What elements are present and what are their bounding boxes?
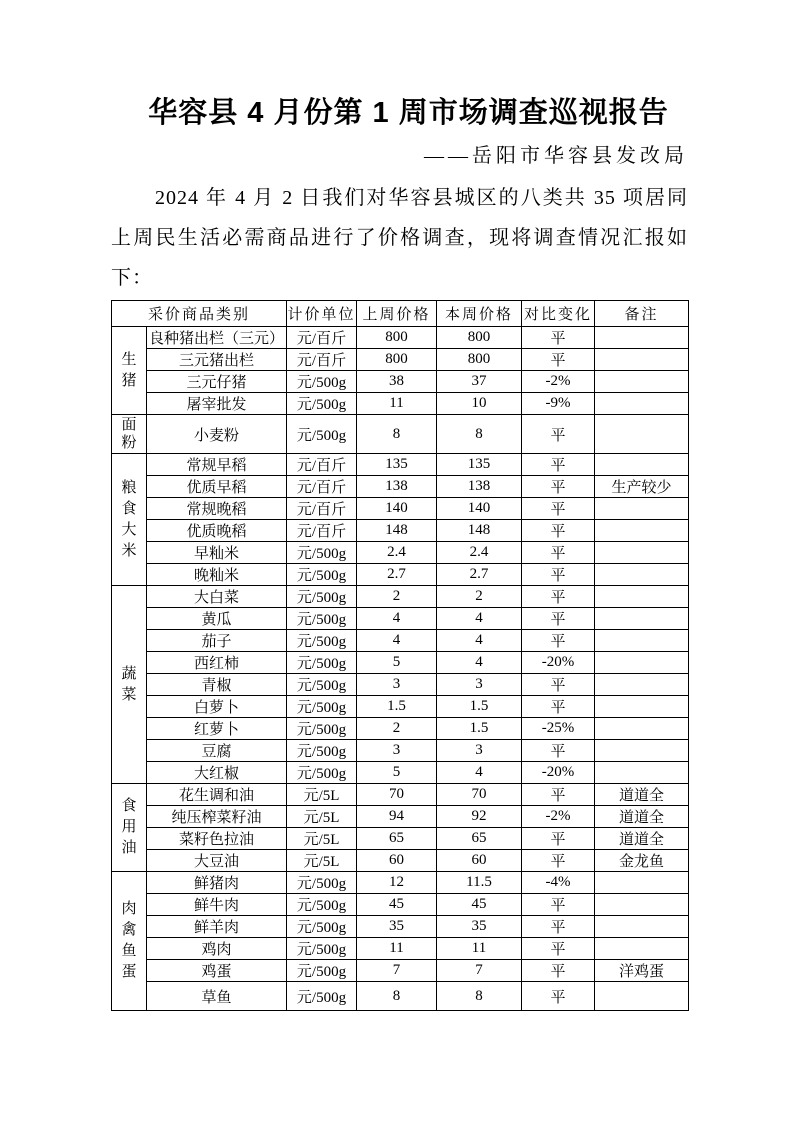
change-cell: -4% [522,872,595,894]
category-group [112,327,689,415]
unit-cell: 元/500g [287,696,357,718]
change-cell: -25% [522,718,595,740]
product-name-cell: 三元猪出栏 [147,349,287,371]
product-name-cell: 白萝卜 [147,696,287,718]
unit-cell: 元/百斤 [287,498,357,520]
last-week-price-cell: 135 [357,454,437,476]
category-cell [112,586,147,784]
change-cell: -2% [522,371,595,393]
last-week-price-cell: 65 [357,828,437,850]
note-cell [595,327,689,349]
product-name-cell: 菜籽色拉油 [147,828,287,850]
note-cell [595,564,689,586]
note-cell [595,872,689,894]
this-week-price-cell: 135 [437,454,522,476]
unit-cell: 元/百斤 [287,454,357,476]
product-name-cell: 鲜牛肉 [147,894,287,916]
table-row [112,718,689,740]
unit-cell: 元/500g [287,586,357,608]
note-cell [595,894,689,916]
note-cell [595,762,689,784]
table-row [112,740,689,762]
change-cell: 平 [522,828,595,850]
table-row [112,894,689,916]
note-cell: 道道全 [595,784,689,806]
last-week-price-cell: 2 [357,586,437,608]
table-row [112,784,689,806]
this-week-price-cell: 800 [437,327,522,349]
category-group [112,415,689,454]
paragraph-line: 上周民生活必需商品进行了价格调查，现将调查情况汇报如 [111,227,688,249]
last-week-price-cell: 2.4 [357,542,437,564]
note-cell: 生产较少 [595,476,689,498]
product-name-cell: 鸡蛋 [147,960,287,982]
this-week-price-cell: 65 [437,828,522,850]
table-row [112,982,689,1011]
change-cell: 平 [522,564,595,586]
note-cell [595,454,689,476]
paragraph-line: 2024 年 4 月 2 日我们对华容县城区的八类共 35 项居同 [155,187,688,209]
table-row [112,828,689,850]
byline: ——岳阳市华容县发改局 [424,145,688,167]
category-label: 肉禽鱼蛋 [121,901,137,980]
change-cell: 平 [522,674,595,696]
change-cell: 平 [522,784,595,806]
category-label: 蔬菜 [121,665,137,703]
last-week-price-cell: 4 [357,608,437,630]
unit-cell: 元/500g [287,564,357,586]
unit-cell: 元/500g [287,542,357,564]
unit-cell: 元/5L [287,806,357,828]
product-name-cell: 常规晚稻 [147,498,287,520]
unit-cell: 元/500g [287,674,357,696]
change-cell: 平 [522,982,595,1011]
unit-cell: 元/500g [287,740,357,762]
product-name-cell: 青椒 [147,674,287,696]
unit-cell: 元/500g [287,415,357,454]
this-week-price-cell: 70 [437,784,522,806]
this-week-price-cell: 2.4 [437,542,522,564]
this-week-price-cell: 3 [437,740,522,762]
note-cell [595,740,689,762]
column-header-4: 对比变化 [522,301,595,327]
last-week-price-cell: 138 [357,476,437,498]
unit-cell: 元/百斤 [287,327,357,349]
product-name-cell: 早籼米 [147,542,287,564]
note-cell [595,630,689,652]
unit-cell: 元/500g [287,872,357,894]
product-name-cell: 晚籼米 [147,564,287,586]
note-cell: 洋鸡蛋 [595,960,689,982]
this-week-price-cell: 8 [437,982,522,1011]
table-row [112,850,689,872]
note-cell: 道道全 [595,828,689,850]
paragraph-line: 下： [111,267,153,289]
change-cell: 平 [522,916,595,938]
last-week-price-cell: 4 [357,630,437,652]
change-cell: 平 [522,696,595,718]
product-name-cell: 优质早稻 [147,476,287,498]
change-cell: -20% [522,762,595,784]
unit-cell: 元/百斤 [287,476,357,498]
product-name-cell: 屠宰批发 [147,393,287,415]
this-week-price-cell: 45 [437,894,522,916]
last-week-price-cell: 5 [357,762,437,784]
this-week-price-cell: 1.5 [437,696,522,718]
product-name-cell: 花生调和油 [147,784,287,806]
table-row [112,476,689,498]
product-name-cell: 红萝卜 [147,718,287,740]
change-cell: 平 [522,938,595,960]
unit-cell: 元/500g [287,916,357,938]
change-cell: -2% [522,806,595,828]
note-cell [595,586,689,608]
last-week-price-cell: 8 [357,415,437,454]
intro-paragraph [111,178,688,298]
category-cell [112,872,147,1011]
table-row [112,652,689,674]
table-row [112,630,689,652]
last-week-price-cell: 45 [357,894,437,916]
column-header-2: 上周价格 [357,301,437,327]
this-week-price-cell: 7 [437,960,522,982]
table-row [112,872,689,894]
table-row [112,916,689,938]
this-week-price-cell: 148 [437,520,522,542]
this-week-price-cell: 138 [437,476,522,498]
unit-cell: 元/500g [287,371,357,393]
change-cell: 平 [522,520,595,542]
last-week-price-cell: 5 [357,652,437,674]
product-name-cell: 常规早稻 [147,454,287,476]
product-name-cell: 大红椒 [147,762,287,784]
unit-cell: 元/500g [287,982,357,1011]
note-cell [595,415,689,454]
note-cell [595,608,689,630]
table-row [112,415,689,454]
page-title: 华容县 4 月份第 1 周市场调查巡视报告 [148,97,669,129]
last-week-price-cell: 11 [357,938,437,960]
note-cell [595,938,689,960]
note-cell [595,393,689,415]
this-week-price-cell: 60 [437,850,522,872]
column-header-1: 计价单位 [287,301,357,327]
this-week-price-cell: 4 [437,652,522,674]
last-week-price-cell: 148 [357,520,437,542]
note-cell [595,718,689,740]
product-name-cell: 大豆油 [147,850,287,872]
change-cell: 平 [522,327,595,349]
unit-cell: 元/百斤 [287,349,357,371]
product-name-cell: 纯压榨菜籽油 [147,806,287,828]
this-week-price-cell: 800 [437,349,522,371]
product-name-cell: 鲜猪肉 [147,872,287,894]
note-cell [595,498,689,520]
last-week-price-cell: 12 [357,872,437,894]
table-row [112,762,689,784]
table-row [112,454,689,476]
this-week-price-cell: 4 [437,608,522,630]
product-name-cell: 鸡肉 [147,938,287,960]
note-cell [595,916,689,938]
unit-cell: 元/500g [287,630,357,652]
last-week-price-cell: 11 [357,393,437,415]
category-label: 生猪 [121,351,137,389]
note-cell: 道道全 [595,806,689,828]
change-cell: 平 [522,476,595,498]
category-cell [112,327,147,415]
this-week-price-cell: 3 [437,674,522,696]
change-cell: 平 [522,415,595,454]
unit-cell: 元/500g [287,938,357,960]
category-group [112,784,689,872]
unit-cell: 元/5L [287,828,357,850]
product-name-cell: 草鱼 [147,982,287,1011]
category-label: 食用油 [121,798,137,856]
unit-cell: 元/百斤 [287,520,357,542]
last-week-price-cell: 3 [357,740,437,762]
change-cell: 平 [522,349,595,371]
category-label: 粮食大米 [121,479,137,559]
table-row [112,349,689,371]
last-week-price-cell: 3 [357,674,437,696]
unit-cell: 元/500g [287,608,357,630]
last-week-price-cell: 800 [357,327,437,349]
product-name-cell: 鲜羊肉 [147,916,287,938]
product-name-cell: 黄瓜 [147,608,287,630]
last-week-price-cell: 70 [357,784,437,806]
unit-cell: 元/5L [287,784,357,806]
change-cell: 平 [522,630,595,652]
last-week-price-cell: 7 [357,960,437,982]
note-cell [595,696,689,718]
unit-cell: 元/500g [287,652,357,674]
note-cell [595,674,689,696]
product-name-cell: 豆腐 [147,740,287,762]
this-week-price-cell: 35 [437,916,522,938]
last-week-price-cell: 1.5 [357,696,437,718]
category-cell [112,454,147,586]
last-week-price-cell: 2 [357,718,437,740]
last-week-price-cell: 94 [357,806,437,828]
table-row [112,498,689,520]
table-row [112,608,689,630]
category-group [112,454,689,586]
table-row [112,327,689,349]
change-cell: 平 [522,608,595,630]
note-cell [595,349,689,371]
header-row [112,301,689,327]
column-header-5: 备注 [595,301,689,327]
last-week-price-cell: 60 [357,850,437,872]
unit-cell: 元/5L [287,850,357,872]
unit-cell: 元/500g [287,762,357,784]
this-week-price-cell: 4 [437,762,522,784]
this-week-price-cell: 92 [437,806,522,828]
change-cell: 平 [522,894,595,916]
product-name-cell: 优质晚稻 [147,520,287,542]
change-cell: 平 [522,454,595,476]
unit-cell: 元/500g [287,393,357,415]
this-week-price-cell: 140 [437,498,522,520]
table-row [112,806,689,828]
note-cell [595,542,689,564]
product-name-cell: 大白菜 [147,586,287,608]
table-row [112,696,689,718]
table-row [112,371,689,393]
note-cell [595,982,689,1011]
unit-cell: 元/500g [287,894,357,916]
product-name-cell: 良种猪出栏（三元） [147,327,287,349]
change-cell: 平 [522,498,595,520]
this-week-price-cell: 1.5 [437,718,522,740]
change-cell: 平 [522,586,595,608]
unit-cell: 元/500g [287,718,357,740]
this-week-price-cell: 4 [437,630,522,652]
table-row [112,564,689,586]
category-label: 面粉 [121,417,137,451]
price-table-header [112,301,689,327]
product-name-cell: 三元仔猪 [147,371,287,393]
column-header-3: 本周价格 [437,301,522,327]
category-cell [112,415,147,454]
change-cell: 平 [522,740,595,762]
table-row [112,938,689,960]
table-row [112,393,689,415]
this-week-price-cell: 2 [437,586,522,608]
this-week-price-cell: 37 [437,371,522,393]
product-name-cell: 茄子 [147,630,287,652]
change-cell: 平 [522,960,595,982]
note-cell [595,371,689,393]
last-week-price-cell: 2.7 [357,564,437,586]
last-week-price-cell: 35 [357,916,437,938]
this-week-price-cell: 11.5 [437,872,522,894]
change-cell: -20% [522,652,595,674]
this-week-price-cell: 2.7 [437,564,522,586]
this-week-price-cell: 8 [437,415,522,454]
table-row [112,586,689,608]
price-table [111,300,689,1011]
table-row [112,960,689,982]
product-name-cell: 西红柿 [147,652,287,674]
note-cell [595,652,689,674]
category-group [112,872,689,1011]
last-week-price-cell: 38 [357,371,437,393]
note-cell [595,520,689,542]
column-header-0: 采价商品类别 [112,301,287,327]
note-cell: 金龙鱼 [595,850,689,872]
last-week-price-cell: 140 [357,498,437,520]
category-group [112,586,689,784]
category-cell [112,784,147,872]
table-row [112,542,689,564]
this-week-price-cell: 10 [437,393,522,415]
change-cell: 平 [522,850,595,872]
change-cell: 平 [522,542,595,564]
last-week-price-cell: 8 [357,982,437,1011]
change-cell: -9% [522,393,595,415]
this-week-price-cell: 11 [437,938,522,960]
last-week-price-cell: 800 [357,349,437,371]
unit-cell: 元/500g [287,960,357,982]
table-row [112,520,689,542]
product-name-cell: 小麦粉 [147,415,287,454]
table-row [112,674,689,696]
